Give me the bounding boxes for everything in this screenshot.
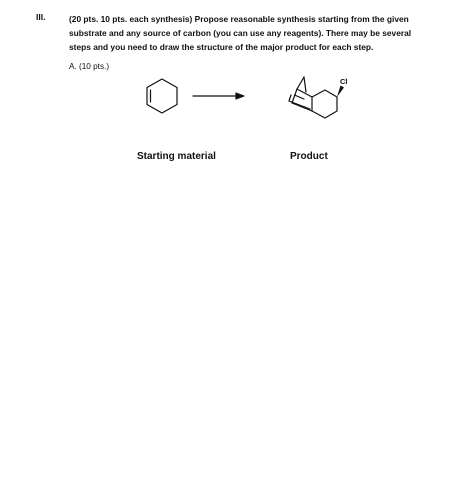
starting-material-structure bbox=[147, 79, 177, 113]
question-number: III. bbox=[36, 12, 46, 22]
product-structure bbox=[289, 77, 337, 118]
question-line: (20 pts. 10 pts. each synthesis) Propose reasonable synthesis starting from the given bbox=[69, 14, 409, 24]
wedge-bond bbox=[337, 86, 344, 98]
part-a-label: A. (10 pts.) bbox=[69, 62, 110, 71]
question-line: substrate and any source of carbon (you can use any reagents). There may be several bbox=[69, 28, 412, 38]
chlorine-label: Cl bbox=[340, 77, 348, 86]
reaction-arrow bbox=[193, 93, 244, 99]
question-line: steps and you need to draw the structure of the major product for each step. bbox=[69, 42, 374, 52]
product-label: Product bbox=[290, 151, 328, 162]
starting-material-label: Starting material bbox=[137, 151, 216, 162]
